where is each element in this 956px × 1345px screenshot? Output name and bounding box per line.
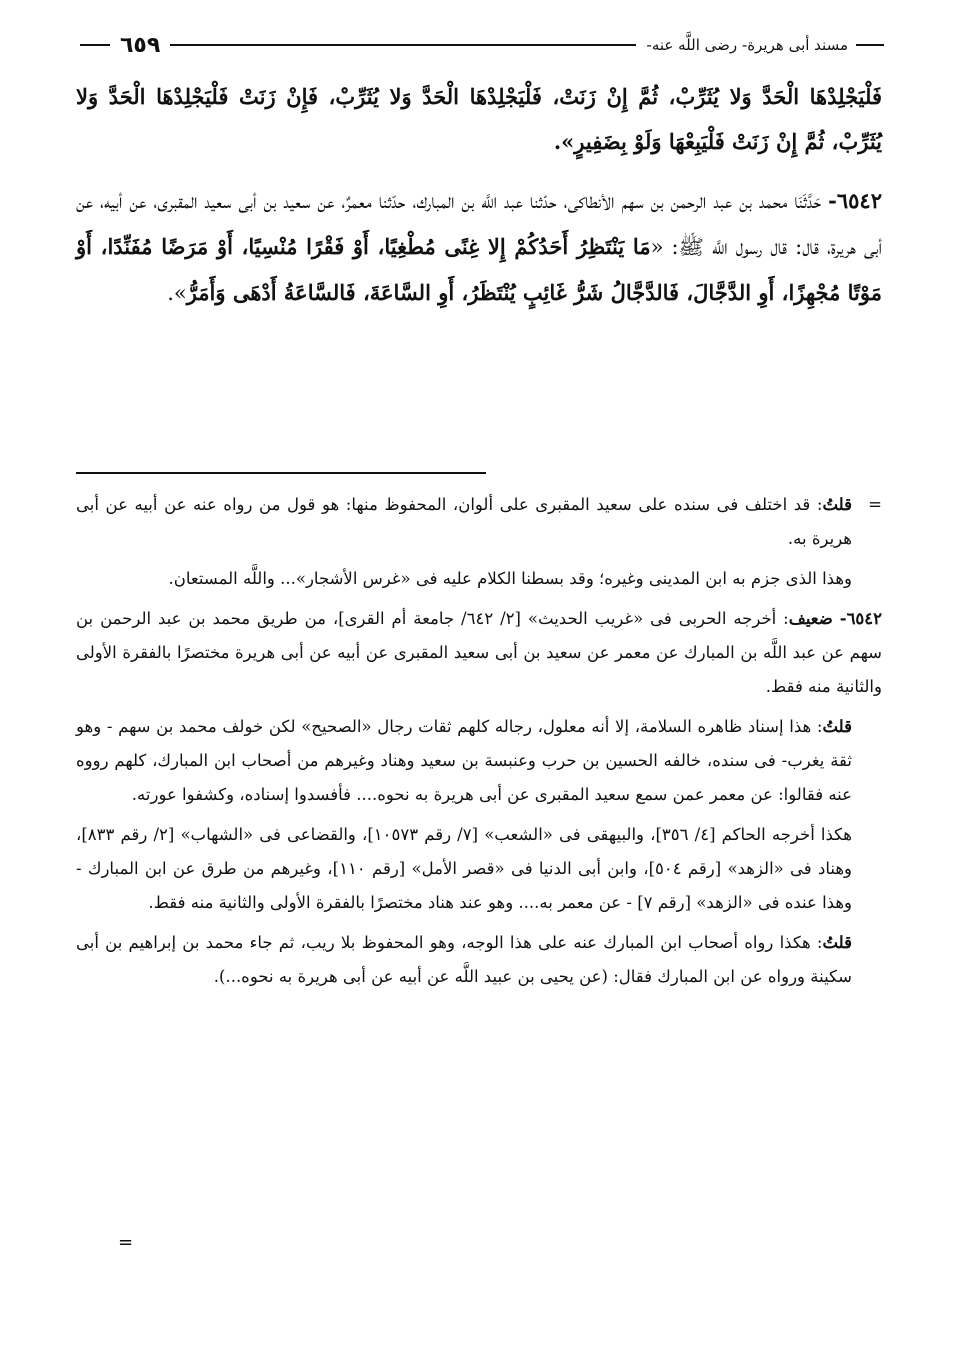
note-paragraph bbox=[76, 488, 882, 556]
note-paragraph bbox=[76, 710, 882, 812]
note-text: : أخرجه الحربى فى «غريب الحديث» [٢/ ٦٤٢/ جامعة أم القرى]، من طريق محمد بن عبد الرحمن بن سهم عن عبد اللَّه بن المبارك عن معمر عن سعيد بن أبى سعيد المقبرى عن أبيه عن أبى هريرة مختصرًا بالفقرة الأولى والثانية منه فقط. bbox=[76, 609, 882, 696]
continuation-mark: = bbox=[868, 495, 882, 514]
note-label: قلتُ bbox=[822, 933, 852, 952]
continuation-mark: = bbox=[118, 1232, 134, 1253]
hadith-6542 bbox=[76, 178, 882, 316]
note-paragraph: هكذا أخرجه الحاكم [٤/ ٣٥٦]، والبيهقى فى «الشعب» [٧/ رقم ١٠٥٧٣]، والقضاعى فى «الشهاب» [٢/ رقم ٨٣٣]، وهناد فى «الزهد» [رقم ٥٠٤]، وابن أبى الدنيا فى «قصر الأمل» [رقم ١١٠]، وغيرهم من طرق عن ابن المبارك - وهذا عنده فى «الزهد» [رقم ٧] - عن معمر به.... وهو عند هناد مختصرًا بالفقرة الأولى والثانية منه فقط. bbox=[76, 825, 853, 912]
hadith-matn: مَا يَنْتَظِرُ أَحَدُكُمْ إِلا غِنًى مُطْغِيًا، أَوْ فَقْرًا مُنْسِيًا، أَوْ مَرَضًا مُفَنِّدًا، أَوْ مَوْتًا مُجْهِزًا، أَوِ الدَّجَّالَ، فَالدَّجَّالُ شَرُّ غَائِبٍ يُنْتَظَرُ، أَوِ السَّاعَةَ، فَالسَّاعَةُ أَدْهَى وَأَمَرُّ bbox=[76, 234, 882, 305]
header-dash bbox=[856, 44, 884, 46]
hadith-isnad: حَدَّثَنَا محمد بن عبد الرحمن بن سهم الأنطاكى، حدّثنا عبد اللَّه بن المبارك، حدّثنا معمرٌ، عن سعيد بن أبى سعيد المقبرى، عن أبيه، عن أبى هريرة، قال: قال رسول اللَّه ﷺ: « bbox=[76, 189, 882, 259]
note-text: : قد اختلف فى سنده على سعيد المقبرى على ألوان، المحفوظ منها: هو قول من رواه عنه عن أبيه عن أبى هريرة به. bbox=[76, 495, 852, 548]
hadith-closing: ». bbox=[167, 281, 187, 305]
note-paragraph bbox=[76, 926, 882, 994]
note-number: ٦٥٤٢- bbox=[839, 609, 883, 628]
note-label: قلتُ bbox=[822, 717, 852, 736]
note-text: : هذا إسناد ظاهره السلامة، إلا أنه معلول، رجاله كلهم ثقات رجال «الصحيح» لكن خولف محمد بن سهم - وهو ثقة يغرب- فى سنده، خالفه الحسين بن حرب وعنبسة بن سعيد وهناد وغيرهم من أصحاب ابن المبارك، كلهم رووه عنه فقالوا: عن معمر عمن سمع سعيد المقبرى عن أبى هريرة به نحوه.... فأفسدوا إسناده، وكشفوا عورته. bbox=[76, 717, 852, 804]
footnotes bbox=[76, 488, 882, 994]
header-rule bbox=[170, 44, 636, 46]
footnote-divider bbox=[76, 472, 486, 474]
note-paragraph bbox=[76, 602, 882, 704]
hadith-number: ٦٥٤٢- bbox=[828, 188, 882, 213]
main-text bbox=[76, 74, 882, 316]
running-title: مسند أبى هريرة- رضى اللَّه عنه- bbox=[646, 36, 848, 54]
running-header bbox=[80, 30, 884, 60]
note-text: : هكذا رواه أصحاب ابن المبارك عنه على هذا الوجه، وهو المحفوظ بلا ريب، ثم جاء محمد بن إبراهيم بن أبى سكينة ورواه عن ابن المبارك فقال: (عن يحيى بن عبيد اللَّه عن أبيه عن أبى هريرة به نحوه...). bbox=[76, 933, 852, 986]
page-number: ٦٥٩ bbox=[120, 32, 161, 58]
note-paragraph: وهذا الذى جزم به ابن المدينى وغيره؛ وقد بسطنا الكلام عليه فى «غرس الأشجار»... واللَّه المستعان. bbox=[168, 569, 852, 588]
hadith-continuation: فَلْيَجْلِدْهَا الْحَدَّ وَلا يُثَرِّبْ، ثُمَّ إِنْ زَنَتْ، فَلْيَجْلِدْهَا الْحَدَّ وَلا يُثَرِّبْ، فَإِنْ زَنَتْ فَلْيَجْلِدْهَا الْحَدَّ وَلا يُثَرِّبْ، ثُمَّ إِنْ زَنَتْ فَلْيَبِعْهَا وَلَوْ بِضَفِيرٍ». bbox=[76, 84, 882, 154]
note-label: قلتُ bbox=[822, 495, 852, 514]
note-label: ضعيف bbox=[788, 609, 833, 628]
header-dash bbox=[80, 44, 110, 46]
